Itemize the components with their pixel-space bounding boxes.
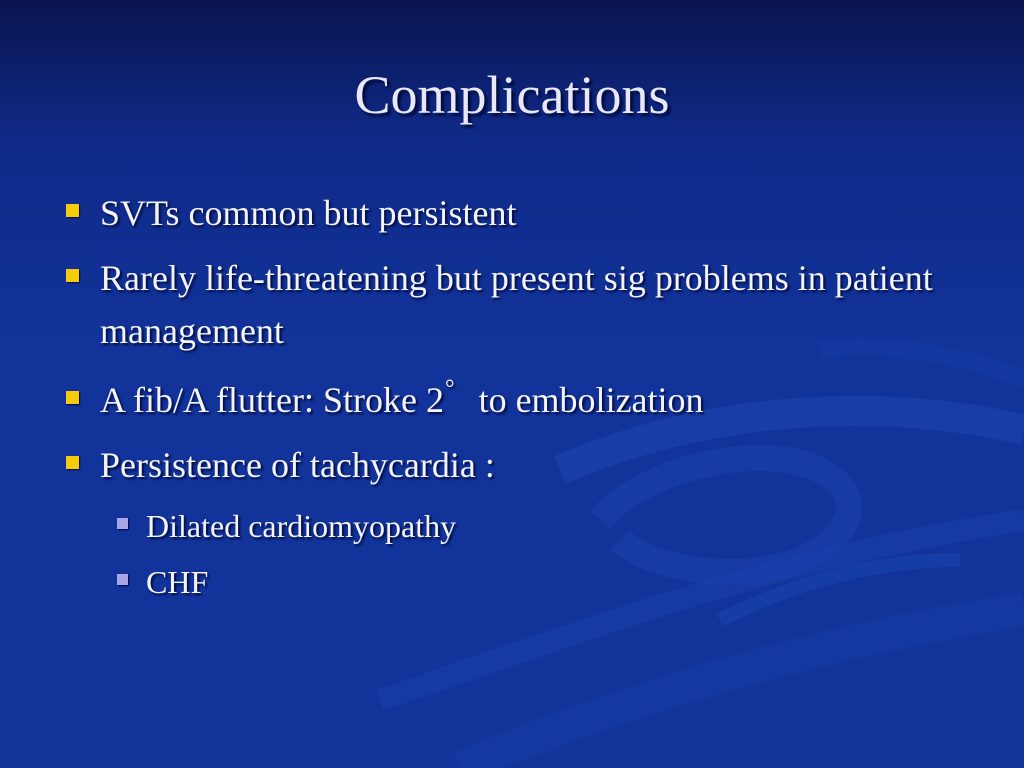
degree-symbol: ° <box>444 376 455 402</box>
lavender-square-bullet-icon <box>117 518 128 529</box>
lavender-square-bullet-icon <box>117 574 128 585</box>
yellow-square-bullet-icon <box>66 204 79 217</box>
bullet-item <box>100 252 980 358</box>
bullet-text-start: A fib/A flutter: Stroke 2 <box>100 380 444 420</box>
yellow-square-bullet-icon <box>66 269 79 282</box>
bullet-text-end: to embolization <box>478 380 704 420</box>
bullet-text: SVTs common but persistent <box>100 193 517 233</box>
yellow-square-bullet-icon <box>66 391 79 404</box>
sub-bullet-text: Dilated cardiomyopathy <box>146 508 457 544</box>
bullet-item <box>100 187 980 240</box>
bullet-text: Persistence of tachycardia : <box>100 445 495 485</box>
sub-bullet-text: CHF <box>146 564 209 600</box>
bullet-item <box>100 374 980 432</box>
bullet-text: Rarely life-threatening but present sig problems in patient management <box>100 258 933 351</box>
yellow-square-bullet-icon <box>66 456 79 469</box>
sub-bullet-item <box>146 560 966 604</box>
bullet-item <box>100 439 980 492</box>
sub-bullet-item <box>146 504 966 548</box>
slide-title: Complications <box>354 65 670 125</box>
